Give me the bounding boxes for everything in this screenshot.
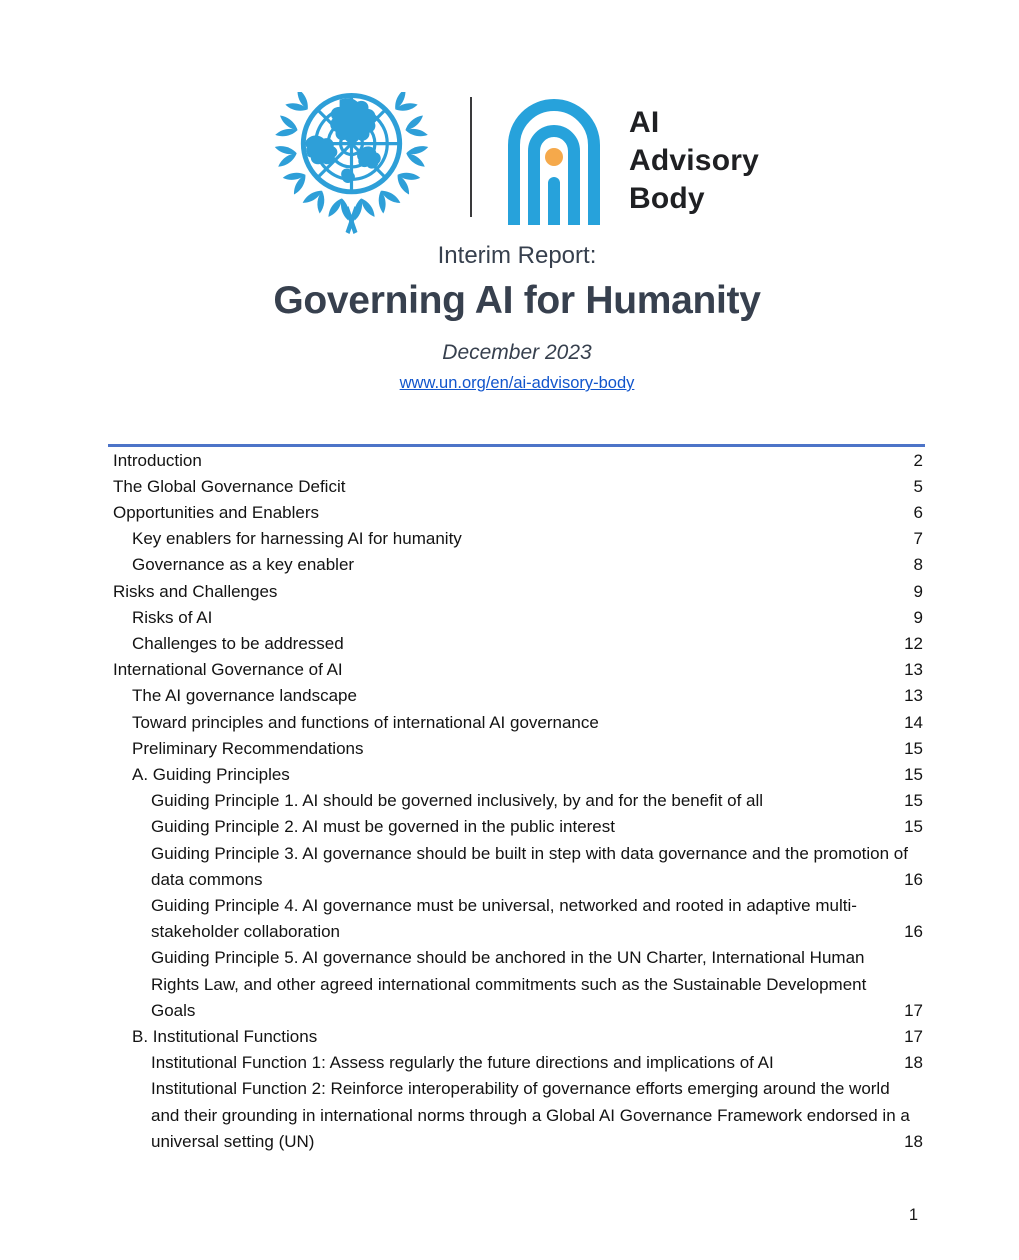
toc-entry[interactable] — [108, 579, 925, 605]
toc-entry[interactable] — [108, 500, 925, 526]
toc-entry-label: Preliminary Recommendations — [132, 738, 364, 758]
toc-entry[interactable] — [108, 710, 925, 736]
toc-entry[interactable] — [108, 1050, 925, 1076]
toc-entry-page: 6 — [913, 502, 923, 522]
toc-entry-label: A. Guiding Principles — [132, 764, 290, 784]
toc-entry-page: 13 — [904, 686, 923, 706]
toc-entry-label: Governance as a key enabler — [132, 555, 355, 575]
toc-entry-page: 15 — [904, 738, 923, 758]
toc-entry-label: B. Institutional Functions — [132, 1026, 318, 1046]
toc-entry[interactable] — [108, 474, 925, 500]
toc-entry-page: 17 — [904, 1026, 923, 1046]
toc-entry[interactable] — [108, 841, 925, 893]
page-number: 1 — [908, 1206, 918, 1224]
toc-entry[interactable] — [108, 945, 925, 1024]
toc-entry[interactable] — [108, 657, 925, 683]
toc-entry-label: The Global Governance Deficit — [113, 476, 346, 496]
toc-entry-label: International Governance of AI — [113, 660, 343, 680]
toc-entry-page: 9 — [913, 581, 923, 601]
toc-entry[interactable] — [108, 1024, 925, 1050]
brand-line-2: Advisory — [629, 144, 759, 177]
toc-top-rule — [108, 444, 925, 447]
toc-entry-label: Guiding Principle 4. AI governance must be universal, networked and rooted in adaptive multi-stakeholder collaboration — [151, 895, 857, 942]
toc-entry[interactable] — [108, 788, 925, 814]
toc-entry[interactable] — [108, 552, 925, 578]
toc-entry-page: 8 — [913, 555, 923, 575]
toc-entry-label: Challenges to be addressed — [132, 633, 344, 653]
toc-entry-label: Key enablers for harnessing AI for humanity — [132, 529, 462, 549]
toc-entry-label: Institutional Function 1: Assess regularly the future directions and implications of AI — [151, 1053, 774, 1073]
toc-entry[interactable] — [108, 814, 925, 840]
toc-entry[interactable] — [108, 1076, 925, 1155]
toc-entry[interactable] — [108, 762, 925, 788]
toc-entry-label: Guiding Principle 3. AI governance should be built in step with data governance and the promotion of data commons — [151, 843, 908, 889]
table-of-contents — [108, 444, 925, 1155]
toc-entry-page: 12 — [904, 633, 923, 653]
toc-entry-page: 9 — [913, 607, 923, 627]
toc-entry[interactable] — [108, 736, 925, 762]
toc-entry[interactable] — [108, 893, 925, 945]
report-title: Governing AI for Humanity — [273, 279, 761, 322]
toc-entry[interactable] — [108, 605, 925, 631]
toc-entry-label: Risks of AI — [132, 607, 213, 627]
toc-entry[interactable] — [108, 631, 925, 657]
toc-entry-page: 18 — [904, 1053, 923, 1073]
brand-line-1: AI — [629, 106, 660, 139]
toc-entry-label: Institutional Function 2: Reinforce interoperability of governance efforts emerging around the world and their grounding in international norms through a Global AI Governance Framework endorsed in a universal setting (UN) — [151, 1079, 910, 1151]
toc-entry-label: Risks and Challenges — [113, 581, 278, 601]
toc-entry-page: 17 — [904, 1000, 923, 1020]
toc-entry-page: 18 — [904, 1131, 923, 1151]
toc-list — [108, 448, 925, 1155]
toc-entry-label: The AI governance landscape — [132, 686, 357, 706]
toc-entry[interactable] — [108, 683, 925, 709]
toc-entry-label: Guiding Principle 5. AI governance should be anchored in the UN Charter, International Human Rights Law, and other agreed international commitments such as the Sustainable Development Goals — [151, 948, 867, 1020]
report-kicker: Interim Report: — [437, 242, 597, 269]
toc-entry-page: 7 — [913, 529, 923, 549]
report-date: December 2023 — [442, 341, 592, 364]
toc-entry[interactable] — [108, 448, 925, 474]
toc-entry-label: Guiding Principle 2. AI must be governed in the public interest — [151, 817, 615, 837]
toc-entry-page: 16 — [904, 922, 923, 942]
brand-wordmark — [629, 104, 759, 218]
toc-entry-page: 13 — [904, 660, 923, 680]
toc-entry-page: 5 — [913, 476, 923, 496]
toc-entry-label: Guiding Principle 1. AI should be governed inclusively, by and for the benefit of all — [151, 791, 764, 811]
brand-line-3: Body — [629, 182, 705, 215]
toc-entry-page: 2 — [913, 450, 923, 470]
toc-entry-page: 15 — [904, 791, 923, 811]
toc-entry-page: 16 — [904, 869, 923, 889]
toc-entry[interactable] — [108, 526, 925, 552]
toc-entry-page: 14 — [904, 712, 923, 732]
toc-entry-label: Toward principles and functions of international AI governance — [132, 712, 599, 732]
toc-entry-page: 15 — [904, 764, 923, 784]
ai-advisory-body-arch-icon — [502, 99, 606, 230]
report-url-link[interactable]: www.un.org/en/ai-advisory-body — [399, 374, 635, 392]
un-emblem-icon — [271, 92, 432, 239]
logo-divider — [470, 97, 472, 217]
toc-entry-page: 15 — [904, 817, 923, 837]
toc-entry-label: Introduction — [113, 450, 202, 470]
toc-entry-label: Opportunities and Enablers — [113, 502, 320, 522]
